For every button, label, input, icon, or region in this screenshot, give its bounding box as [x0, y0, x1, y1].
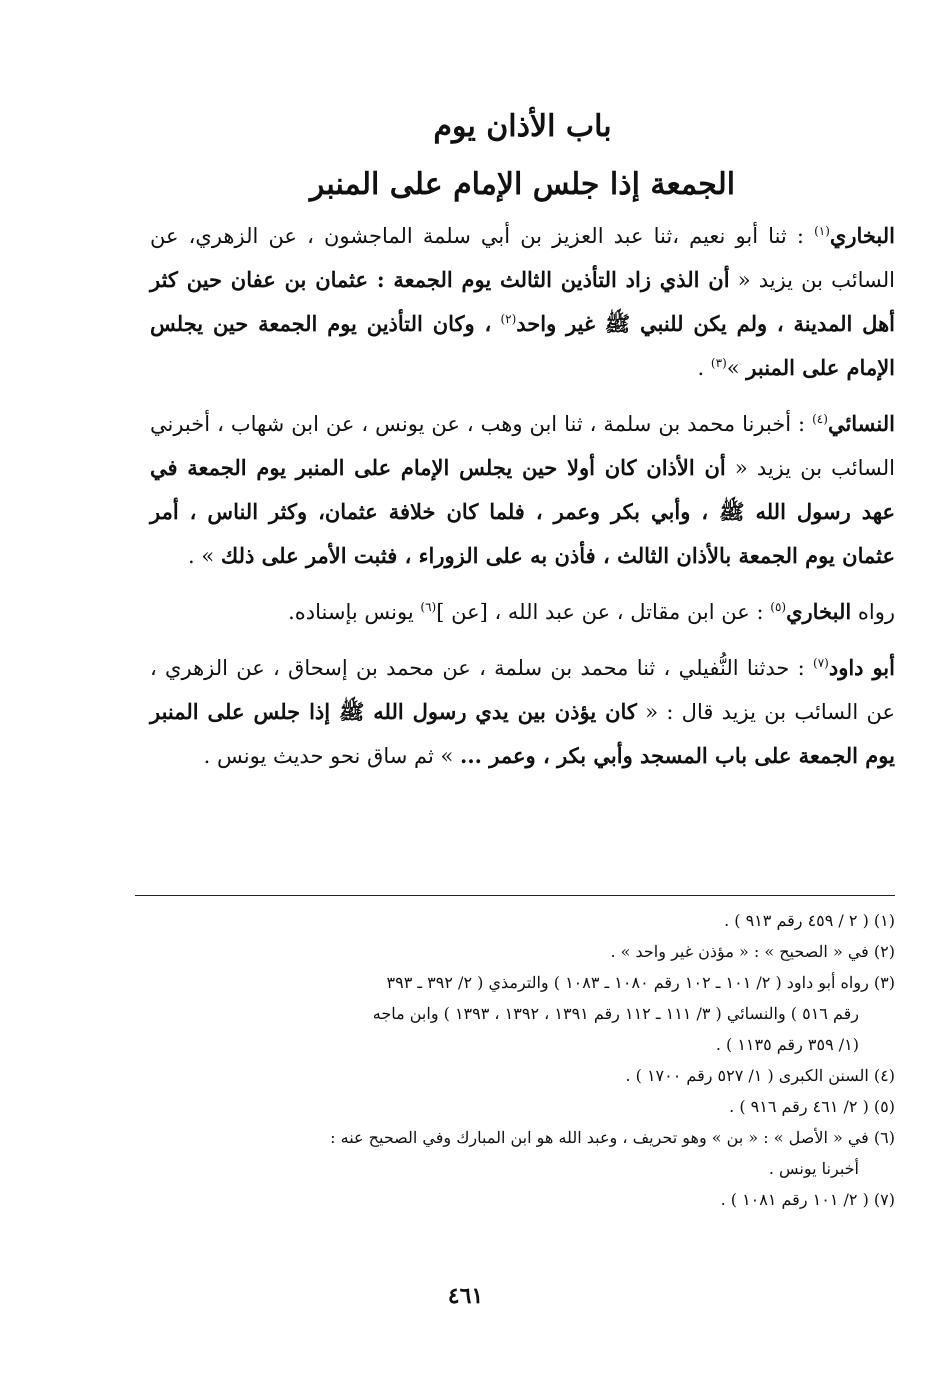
- footnote-7: (٧) ( ٢/ ١٠١ رقم ١٠٨١ ) .: [720, 1190, 895, 1209]
- quote-close: »: [726, 356, 740, 380]
- riwaya-prefix: رواه: [857, 600, 895, 624]
- chapter-title-line1: باب الأذان يوم: [433, 109, 612, 144]
- footnote-ref[interactable]: (٦): [420, 600, 437, 614]
- footnote-2: (٢) في « الصحيح » : « مؤذن غير واحد » .: [610, 942, 895, 961]
- footnote-ref[interactable]: (٥): [770, 600, 787, 614]
- footnote-3-continued: رقم ٥١٦ ) والنسائي ( ٣/ ١١١ ـ ١١٢ رقم ١٣٩١ ، ١٣٩٢ ، ١٣٩٣ ) وابن ماجه: [372, 1004, 859, 1023]
- paragraph-abu-dawud: [150, 646, 895, 778]
- paragraph-nasai: [150, 402, 895, 578]
- footnote-6-continued: أخبرنا يونس .: [768, 1159, 859, 1178]
- period: .: [697, 356, 705, 380]
- footnote-5: (٥) ( ٢/ ٤٦١ رقم ٩١٦ ) .: [729, 1097, 895, 1116]
- footnote-6: (٦) في « الأصل » : « بن » وهو تحريف ، وعبد الله هو ابن المبارك وفي الصحيح عنه :: [330, 1128, 895, 1147]
- paragraph-bukhari: [150, 214, 895, 390]
- isnad-text: يونس بإسناده.: [288, 600, 414, 624]
- footnote-ref[interactable]: (٢): [500, 312, 517, 326]
- trailing-text: » ثم ساق نحو حديث يونس .: [203, 744, 454, 768]
- footnote-divider: [135, 895, 895, 896]
- isnad-text: : ثنا أبو نعيم ،ثنا عبد العزيز بن أبي سلمة الماجشون ، عن الزهري، عن السائب بن يزيد «: [150, 224, 895, 292]
- footnote-3-continued: (١/ ٣٥٩ رقم ١١٣٥ ) .: [715, 1035, 859, 1054]
- footnotes: [135, 905, 895, 1215]
- footnote-4: (٤) السنن الكبرى ( ١/ ٥٢٧ رقم ١٧٠٠ ) .: [625, 1066, 895, 1085]
- quote-close: » .: [188, 544, 215, 568]
- isnad-text: : حدثنا النُّفيلي ، ثنا محمد بن سلمة ، عن محمد بن إسحاق ، عن الزهري ، عن السائب بن يزيد قال : «: [150, 656, 895, 724]
- isnad-text: : عن ابن مقاتل ، عن عبد الله ، [عن ]: [436, 600, 764, 624]
- footnote-1: (١) ( ٢ / ٤٥٩ رقم ٩١٣ ) .: [724, 911, 895, 930]
- page-body: [150, 90, 895, 790]
- paragraph-bukhari-riwaya: [150, 590, 895, 634]
- source-name: البخاري: [829, 223, 895, 248]
- page-number: ٤٦١: [447, 1283, 484, 1309]
- hadith-text: أن الأذان كان أولا حين يجلس الإمام على المنبر يوم الجمعة في عهد رسول الله ﷺ ، وأبي بكر وعمر ، فلما كان خلافة عثمان، وكثر الناس ، أمر عثمان يوم الجمعة بالأذان الثالث ، فأذن به على الزوراء ، فثبت الأمر على ذلك: [150, 455, 895, 568]
- footnote-ref[interactable]: (٣): [710, 356, 727, 370]
- source-name: أبو داود: [828, 655, 895, 680]
- footnote-3: (٣) رواه أبو داود ( ٢/ ١٠١ ـ ١٠٢ رقم ١٠٨٠ ـ ١٠٨٣ ) والترمذي ( ٢/ ٣٩٢ ـ ٣٩٣: [386, 973, 895, 992]
- hadith-text: ، وكان التأذين يوم الجمعة حين يجلس الإمام على المنبر: [150, 311, 895, 380]
- footnote-ref[interactable]: (٧): [813, 656, 829, 670]
- chapter-title-line2: الجمعة إذا جلس الإمام على المنبر: [309, 167, 736, 202]
- footnote-ref[interactable]: (١): [814, 224, 830, 238]
- isnad-text: : أخبرنا محمد بن سلمة ، ثنا ابن وهب ، عن يونس ، عن ابن شهاب ، أخبرني السائب بن يزيد «: [150, 412, 896, 480]
- footnote-ref[interactable]: (٤): [812, 412, 828, 426]
- source-name: البخاري: [786, 599, 852, 624]
- hadith-text: كان يؤذن بين يدي رسول الله ﷺ إذا جلس على المنبر يوم الجمعة على باب المسجد وأبي بكر ، وعمر ...: [150, 699, 895, 768]
- source-name: النسائي: [827, 411, 895, 436]
- hadith-text: أن الذي زاد التأذين الثالث يوم الجمعة : عثمان بن عفان حين كثر أهل المدينة ، ولم يكن للنبي ﷺ غير واحد: [150, 267, 895, 336]
